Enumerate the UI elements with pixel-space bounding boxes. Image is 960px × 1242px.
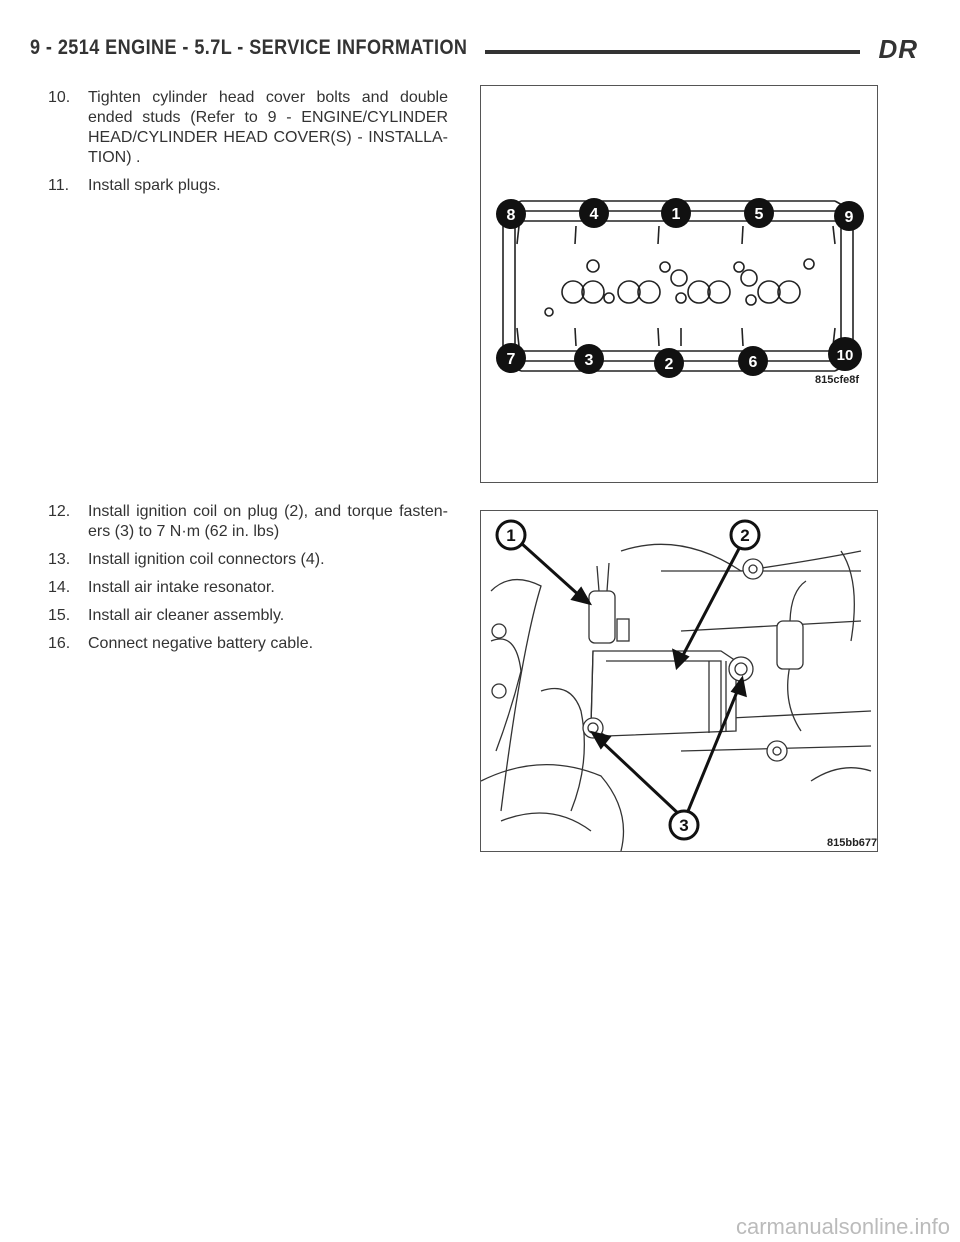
figure-cover-bolt-sequence — [480, 85, 878, 483]
step-text: Tighten cylinder head cover bolts and double ended studs (Refer to 9 - ENGINE/CYLINDER HEAD/CYLINDER HEAD COVER(S) - INSTALLA-TION) . — [88, 89, 448, 166]
callout-3: 3 — [584, 352, 594, 369]
header-model-code: DR — [878, 34, 918, 64]
coil-connector — [589, 591, 615, 643]
callout-8: 8 — [506, 207, 516, 224]
step-text: Install air cleaner assembly. — [88, 607, 285, 624]
callout-10: 10 — [836, 347, 854, 364]
callout-1: 1 — [506, 526, 516, 545]
callout-2: 2 — [664, 356, 674, 373]
step-number: 16. — [48, 635, 71, 652]
step-15 — [48, 606, 448, 626]
callout-7: 7 — [506, 351, 516, 368]
bolt-upper — [729, 657, 753, 681]
callout-2: 2 — [740, 526, 750, 545]
step-13 — [48, 550, 448, 570]
step-number: 14. — [48, 579, 71, 596]
step-10 — [48, 88, 448, 168]
callout-1: 1 — [671, 206, 681, 223]
step-text: Install air intake resonator. — [88, 579, 275, 596]
cover-diagram — [481, 86, 877, 482]
callout-4: 4 — [589, 206, 599, 223]
step-number: 13. — [48, 551, 71, 568]
callout-5: 5 — [754, 206, 764, 223]
callout-3: 3 — [679, 816, 689, 835]
step-number: 12. — [48, 503, 71, 520]
steps-top — [48, 88, 448, 204]
page-header-title: 9 - 2514 ENGINE - 5.7L - SERVICE INFORMATION — [30, 36, 468, 59]
step-11 — [48, 176, 448, 196]
page-header — [30, 36, 930, 66]
step-text: Install spark plugs. — [88, 177, 221, 194]
figure-code: 815cfe8f — [815, 374, 860, 386]
steps-bottom — [48, 502, 448, 662]
step-number: 10. — [48, 89, 71, 106]
coil-diagram — [481, 511, 877, 851]
step-14 — [48, 578, 448, 598]
header-rule — [485, 50, 860, 54]
coil-body — [591, 651, 736, 736]
step-text: Install ignition coil connectors (4). — [88, 551, 325, 568]
step-number: 11. — [48, 177, 70, 194]
step-16 — [48, 634, 448, 654]
figure-ignition-coil — [480, 510, 878, 852]
step-text: Install ignition coil on plug (2), and torque fasten-ers (3) to 7 N·m (62 in. lbs) — [88, 503, 448, 540]
callout-6: 6 — [748, 354, 758, 371]
step-text: Connect negative battery cable. — [88, 635, 314, 652]
callout-9: 9 — [844, 209, 854, 226]
step-12 — [48, 502, 448, 542]
figure-code: 815bb677 — [827, 837, 878, 849]
watermark-footer: carmanualsonline.info — [735, 1214, 950, 1239]
step-number: 15. — [48, 607, 71, 624]
